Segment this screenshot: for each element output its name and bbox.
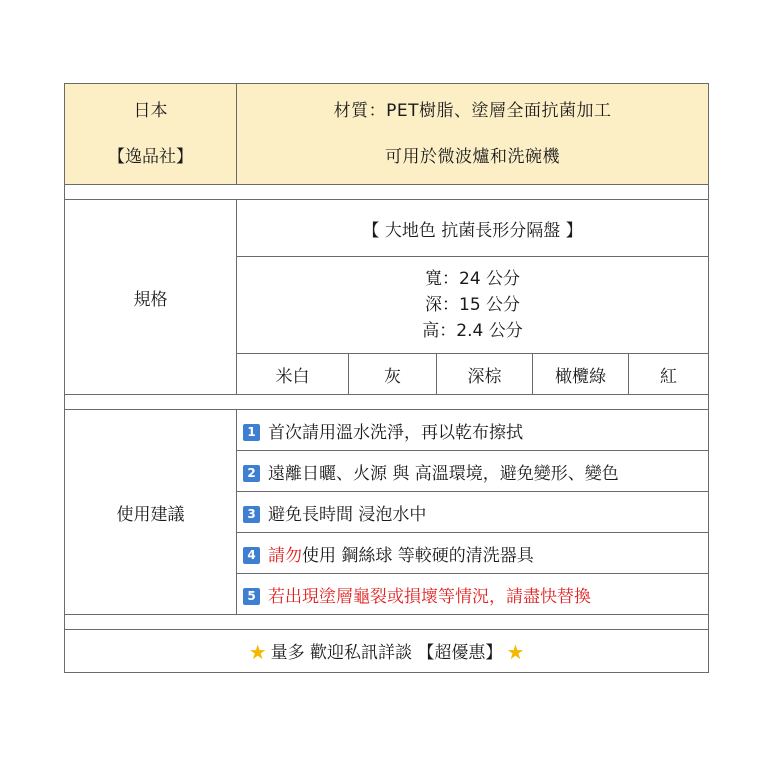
- origin-brand-cell: [65, 84, 237, 185]
- material-usage-cell: [237, 84, 709, 185]
- tip-item: [237, 410, 709, 451]
- color-option: 紅: [629, 354, 709, 395]
- color-option: 深棕: [437, 354, 533, 395]
- number-badge: 5: [243, 588, 260, 605]
- tip-text: 若出現塗層龜裂或損壞等情況，請盡快替換: [268, 586, 591, 607]
- promo-text: 量多 歡迎私訊詳談 【超優惠】: [270, 643, 503, 663]
- star-icon: ★: [506, 640, 525, 664]
- material-text: 材質：PET樹脂、塗層全面抗菌加工: [333, 101, 612, 121]
- origin-label: 日本: [133, 101, 168, 121]
- tip-text: 使用 鋼絲球 等較硬的清洗器具: [302, 545, 534, 566]
- spacer-row: [65, 185, 709, 200]
- color-option: 米白: [237, 354, 349, 395]
- dimension-depth: 深：15 公分: [425, 295, 521, 315]
- brand-label: 【逸品社】: [108, 147, 193, 167]
- tip-item: [237, 533, 709, 574]
- tip-item: [237, 492, 709, 533]
- color-option: 灰: [349, 354, 437, 395]
- star-icon: ★: [248, 640, 267, 664]
- number-badge: 3: [243, 506, 260, 523]
- dimension-height: 高：2.4 公分: [422, 321, 523, 341]
- advice-label: 使用建議: [65, 410, 237, 615]
- color-option: 橄欖綠: [533, 354, 629, 395]
- usage-text: 可用於微波爐和洗碗機: [385, 147, 561, 167]
- spacer-row: [65, 395, 709, 410]
- number-badge: 1: [243, 424, 260, 441]
- number-badge: 4: [243, 547, 260, 564]
- tip-text: 遠離日曬、火源 與 高溫環境，避免變形、變色: [268, 463, 619, 484]
- spec-label: 規格: [65, 200, 237, 395]
- product-info-sheet: [64, 83, 708, 673]
- product-name: 【 大地色 抗菌長形分隔盤 】: [237, 200, 709, 257]
- dimensions-cell: [237, 257, 709, 354]
- tip-text: 避免長時間 浸泡水中: [268, 504, 427, 525]
- product-info-table: [64, 83, 709, 673]
- tip-item: [237, 451, 709, 492]
- tip-warning: 請勿: [268, 545, 302, 566]
- number-badge: 2: [243, 465, 260, 482]
- spacer-row: [65, 615, 709, 630]
- tip-item: [237, 574, 709, 615]
- tip-text: 首次請用溫水洗淨，再以乾布擦拭: [268, 422, 523, 443]
- dimension-width: 寬：24 公分: [425, 269, 521, 289]
- promo-footer: [65, 630, 709, 673]
